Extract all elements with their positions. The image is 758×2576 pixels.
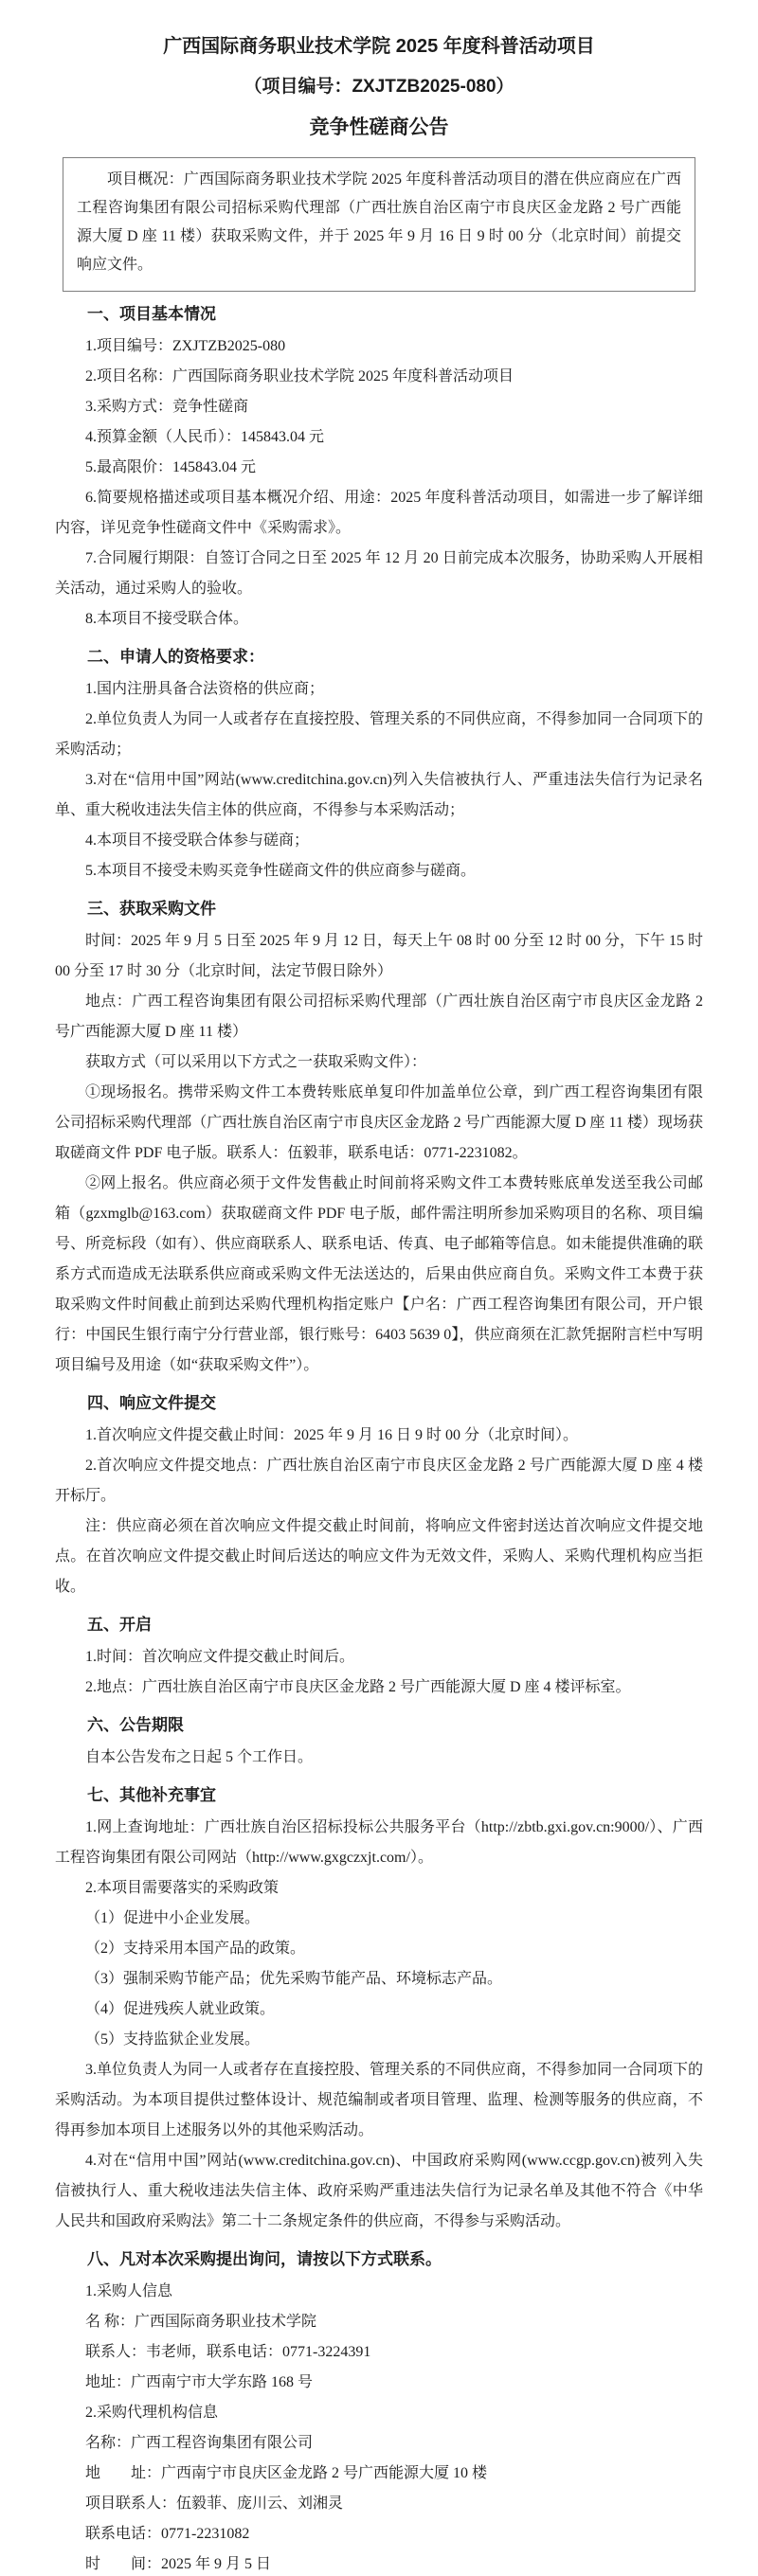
paragraph: 8.本项目不接受联合体。 xyxy=(85,611,249,627)
paragraph: 1.时间：首次响应文件提交截止时间后。 xyxy=(85,1649,355,1665)
project-overview-box xyxy=(63,157,695,292)
paragraph: ①现场报名。携带采购文件工本费转账底单复印件加盖单位公章，到广西工程咨询集团有限公司招标采购代理部（广西壮族自治区南宁市良庆区金龙路 2 号广西能源大厦 D 座 11 楼）现场获取磋商文件 PDF 电子版。联系人：伍毅菲，联系电话：0771-2231082。 xyxy=(55,1084,703,1161)
paragraph: （5）支持监狱企业发展。 xyxy=(85,2031,261,2048)
section-heading: 三、获取采购文件 xyxy=(87,900,216,918)
section-heading: 八、凡对本次采购提出询问，请按以下方式联系。 xyxy=(87,2250,442,2268)
paragraph: 名称：广西工程咨询集团有限公司 xyxy=(85,2435,314,2451)
project-overview-text: 项目概况：广西国际商务职业技术学院 2025 年度科普活动项目的潜在供应商应在广西工程咨询集团有限公司招标采购代理部（广西壮族自治区南宁市良庆区金龙路 2 号广西能源大厦 D 座 11 楼）获取采购文件，并于 2025 年 9 月 16 日 9 时 00 分（北京时间）前提交响应文件。 xyxy=(77,171,681,273)
paragraph: 1.网上查询地址：广西壮族自治区招标投标公共服务平台（http://zbtb.gxi.gov.cn:9000/）、广西工程咨询集团有限公司网站（http://www.gxgczxjt.com/）。 xyxy=(55,1819,703,1866)
paragraph: 4.对在“信用中国”网站(www.creditchina.gov.cn)、中国政府采购网(www.ccgp.gov.cn)被列入失信被执行人、重大税收违法失信主体、政府采购严重违法失信行为记录名单及其他不符合《中华人民共和国政府采购法》第二十二条规定条件的供应商，不得参与采购活动。 xyxy=(55,2153,703,2229)
paragraph: 地 址：广西南宁市良庆区金龙路 2 号广西能源大厦 10 楼 xyxy=(85,2465,488,2481)
section-heading: 六、公告期限 xyxy=(87,1716,184,1734)
paragraph: 2.地点：广西壮族自治区南宁市良庆区金龙路 2 号广西能源大厦 D 座 4 楼评标室。 xyxy=(85,1679,631,1695)
paragraph: 注：供应商必须在首次响应文件提交截止时间前，将响应文件密封送达首次响应文件提交地点。在首次响应文件提交截止时间后送达的响应文件为无效文件，采购人、采购代理机构应当拒收。 xyxy=(55,1518,703,1595)
paragraph: 6.简要规格描述或项目基本概况介绍、用途：2025 年度科普活动项目，如需进一步了解详细内容，详见竞争性磋商文件中《采购需求》。 xyxy=(55,490,703,536)
paragraph: 联系人：韦老师，联系电话：0771-3224391 xyxy=(85,2344,371,2360)
paragraph: ②网上报名。供应商必须于文件发售截止时间前将采购文件工本费转账底单发送至我公司邮箱（gzxmglb@163.com）获取磋商文件 PDF 电子版，邮件需注明所参加采购项目的名称、项目编号、所竞标段（如有）、供应商联系人、联系电话、传真、电子邮箱等信息。如未能提供准确的联系方式而造成无法联系供应商或采购文件无法送达的，后果由供应商自负。采购文件工本费于获取采购文件时间截止前到达采购代理机构指定账户【户名：广西工程咨询集团有限公司，开户银行：中国民生银行南宁分行营业部，银行账号：6403 5639 0】，供应商须在汇款凭据附言栏中写明项目编号及用途（如“获取采购文件”）。 xyxy=(55,1175,703,1373)
paragraph: （3）强制采购节能产品；优先采购节能产品、环境标志产品。 xyxy=(85,1971,503,1987)
paragraph: 1.采购人信息 xyxy=(85,2283,173,2299)
section-heading: 一、项目基本情况 xyxy=(87,305,216,323)
paragraph: 地点：广西工程咨询集团有限公司招标采购代理部（广西壮族自治区南宁市良庆区金龙路 2 号广西能源大厦 D 座 11 楼） xyxy=(55,993,703,1040)
document-title: 广西国际商务职业技术学院 2025 年度科普活动项目 xyxy=(163,36,595,57)
announcement-type-title: 竞争性磋商公告 xyxy=(309,116,449,138)
paragraph: （2）支持采用本国产品的政策。 xyxy=(85,1941,306,1957)
paragraph: 5.最高限价：145843.04 元 xyxy=(85,459,257,475)
document-sections xyxy=(55,299,703,2576)
paragraph: 7.合同履行期限：自签订合同之日至 2025 年 12 月 20 日前完成本次服务，协助采购人开展相关活动，通过采购人的验收。 xyxy=(55,550,703,597)
paragraph: 时间：2025 年 9 月 5 日至 2025 年 9 月 12 日，每天上午 08 时 00 分至 12 时 00 分，下午 15 时 00 分至 17 时 30 分（北京时间，法定节假日除外） xyxy=(55,933,704,979)
paragraph: 联系电话：0771-2231082 xyxy=(85,2526,250,2542)
paragraph: 获取方式（可以采用以下方式之一获取采购文件）： xyxy=(85,1054,427,1070)
paragraph: 1.项目编号：ZXJTZB2025-080 xyxy=(85,338,286,354)
paragraph: 2.项目名称：广西国际商务职业技术学院 2025 年度科普活动项目 xyxy=(85,368,514,385)
paragraph: 3.采购方式：竞争性磋商 xyxy=(85,399,249,415)
paragraph: 地址：广西南宁市大学东路 168 号 xyxy=(85,2374,314,2390)
project-number-line: （项目编号：ZXJTZB2025-080） xyxy=(244,77,514,97)
paragraph: 4.本项目不接受联合体参与磋商； xyxy=(85,832,310,849)
paragraph: （4）促进残疾人就业政策。 xyxy=(85,2001,276,2017)
paragraph: 1.首次响应文件提交截止时间：2025 年 9 月 16 日 9 时 00 分（北京时间）。 xyxy=(85,1427,579,1443)
section-heading: 四、响应文件提交 xyxy=(87,1394,216,1412)
title-block xyxy=(55,32,703,142)
paragraph: 2.单位负责人为同一人或者存在直接控股、管理关系的不同供应商，不得参加同一合同项下的采购活动； xyxy=(55,711,704,758)
paragraph: 3.单位负责人为同一人或者存在直接控股、管理关系的不同供应商，不得参加同一合同项下的采购活动。为本项目提供过整体设计、规范编制或者项目管理、监理、检测等服务的供应商，不得再参加本项目上述服务以外的其他采购活动。 xyxy=(55,2062,704,2138)
paragraph: 项目联系人：伍毅菲、庞川云、刘湘灵 xyxy=(85,2496,344,2512)
paragraph: 名 称：广西国际商务职业技术学院 xyxy=(85,2314,317,2330)
paragraph: 2.首次响应文件提交地点：广西壮族自治区南宁市良庆区金龙路 2 号广西能源大厦 D 座 4 楼开标厅。 xyxy=(55,1458,703,1504)
paragraph: 4.预算金额（人民币）：145843.04 元 xyxy=(85,429,325,445)
paragraph: （1）促进中小企业发展。 xyxy=(85,1910,261,1926)
paragraph: 5.本项目不接受未购买竞争性磋商文件的供应商参与磋商。 xyxy=(85,863,477,879)
paragraph: 3.对在“信用中国”网站(www.creditchina.gov.cn)列入失信被执行人、严重违法失信行为记录名单、重大税收违法失信主体的供应商，不得参与本采购活动； xyxy=(55,772,703,818)
section-heading: 五、开启 xyxy=(87,1616,152,1634)
paragraph: 2.采购代理机构信息 xyxy=(85,2405,219,2421)
section-heading: 二、申请人的资格要求： xyxy=(87,648,264,666)
section-heading: 七、其他补充事宜 xyxy=(87,1786,216,1804)
paragraph: 自本公告发布之日起 5 个工作日。 xyxy=(85,1749,314,1765)
paragraph: 时 间：2025 年 9 月 5 日 xyxy=(85,2556,272,2572)
paragraph: 1.国内注册具备合法资格的供应商； xyxy=(85,681,325,697)
paragraph: 2.本项目需要落实的采购政策 xyxy=(85,1880,280,1896)
